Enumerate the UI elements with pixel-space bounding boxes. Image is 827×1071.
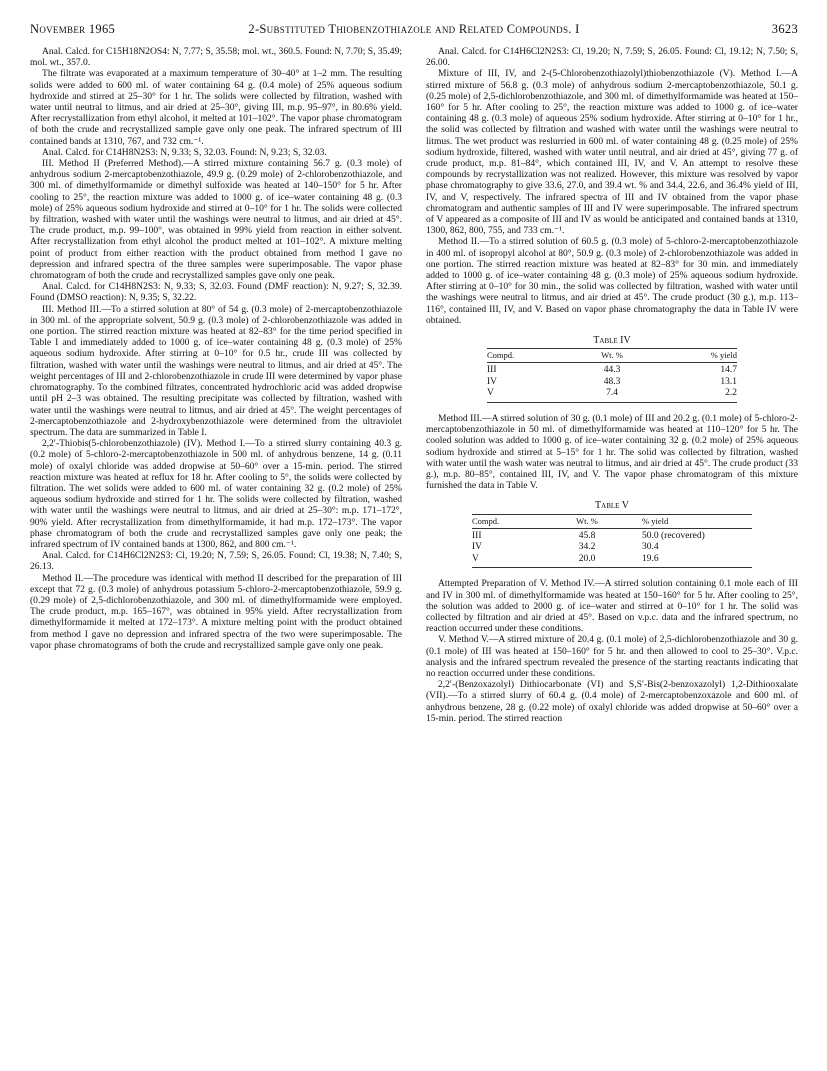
paragraph: III. Method III.—To a stirred solution at 80° of 54 g. (0.3 mole) of 2-mercaptobenzothiazole in 300 ml. of the appropriate solvent, 50.9 g. (0.3 mole) of 2-chlorobenzothiazole was added in one portion. The stirred reaction mixture was heated at 82–83° for the time period specified in Table I and immediately added to 1000 g. of ice–water containing 48 g. (0.3 mole) of 25% aqueous sodium hydroxide. After stirring at 0–10° for 0.5 hr., crude III was collected by filtration, washed with water until the washings were neutral to litmus, and air dried at 45°. The weight percentages of III and 2-chlorobenzothiazole in crude III were determined by vapor phase chromatography. To the combined filtrates, concentrated hydrochloric acid was added dropwise until pH 2–3 was obtained. The resulting precipitate was collected by filtration, washed with water until the washings were neutral to litmus, and air dried at 45°. The weight percentages of 2-mercaptobenzothiazole and 2-hydroxybenzothiazole were determined from the ultraviolet spectrum. The data are summarized in Table I. [30, 303, 402, 438]
table-row [487, 388, 737, 402]
paragraph: Method II.—The procedure was identical with method II described for the preparation of III except that 72 g. (0.3 mole) of anhydrous potassium 5-chloro-2-mercaptobenzothiazole, 59.9 g. (0.29 mole) of 2,5-dichlorobenzothiazole, and 300 ml. of dimethylformamide were employed. The crude product, m.p. 165–167°, was obtained in 95% yield. After recrystallization from dimethylformamide it melted at 172–173°. A mixture melting point with the product obtained from method I gave no depression and infrared spectra of the two were superimposable. The vapor phase chromatograms of both the crude and recrystallized sample gave only one peak. [30, 572, 402, 651]
table-header: Wt. % [577, 349, 647, 363]
table-cell: V [487, 388, 577, 402]
paragraph: Mixture of III, IV, and 2-(5-Chlorobenzothiazolyl)thiobenzothiazole (V). Method I.—A stirred mixture of 56.8 g. (0.3 mole) of anhydrous sodium 2-mercaptobenzothiazole, 50.1 g. (0.25 mole) of 2,5-dichlorobenzothiazole, and 300 ml. of dimethylformamide was heated at 150–160° for 5 hr. After cooling to 25°, the reaction mixture was added to 1000 g. of ice–water containing 48 g. (0.3 mole) of aqueous 25% sodium hydroxide. After stirring at 0–10° for 1 hr., the solid was collected by filtration and washed with water until the washings were neutral to litmus. The wet product was reslurried in 600 ml. of water containing 48 g. (0.25 mole) of 25% sodium hydroxide, filtered, washed with water until neutral, and air dried at 45°, giving 77 g. of crude product, m.p. 81–84°, which contained III, IV, and V. An attempt to resolve these compounds by recrystallization was not realized. However, this mixture was resolved by vapor phase chromatography to give 33.6, 27.0, and 39.4 wt. % and 34.4, 22.6, and 36.4% yield of III, IV, and V, respectively. The infrared spectra of III and IV obtained from the vapor phase chromatogram and authentic samples of III and IV were superimposable. The infrared spectrum of V appeared as a composite of III and IV as would be anticipated and contained bands at 1310, 1300, 862, 800, 755, and 733 cm.⁻¹. [426, 68, 798, 237]
paragraph: Method III.—A stirred solution of 30 g. (0.1 mole) of III and 20.2 g. (0.1 mole) of 5-chloro-2-mercaptobenzothiazole in 50 ml. of dimethylformamide was heated at 110–120° for 5 hr. The cooled solution was added to 1000 g. of ice–water containing 32 g. (0.2 mole) of 25% aqueous sodium hydroxide and stirred at 5–15° for 1 hr. The solid was collected by filtration, washed with water until the wash water was neutral to litmus, and air dried at 45°. The crude product (33 g.), m.p. 80–85°, contained III, IV, and V. The vapor phase chromatogram of this mixture furnished the data in Table V. [426, 412, 798, 492]
paragraph: Attempted Preparation of V. Method IV.—A stirred solution containing 0.1 mole each of III and IV in 300 ml. of dimethylformamide was heated at 150–160° for 5 hr. After cooling to 25°, the solution was added to 2000 g. of ice–water and stirred at 0–10° for 1 hr. The solid was collected by filtration and air dried at 45°. Based on v.p.c. data and the infrared spectrum, no reaction occurred under these conditions. [426, 578, 798, 635]
table-cell: III [472, 530, 482, 541]
paragraph: Anal. Calcd. for C14H6Cl2N2S3: Cl, 19.20; N, 7.59; S, 26.05. Found: Cl, 19.12; N, 7.50; S, 26.00. [426, 46, 798, 69]
table-cell: 44.3 [603, 365, 621, 376]
paragraph: Anal. Calcd. for C15H18N2OS4: N, 7.77; S, 35.58; mol. wt., 360.5. Found: N, 7.70; S, 35.49; mol. wt., 357.0. [30, 46, 402, 69]
paragraph: 2,2′-(Benzoxazolyl) Dithiocarbonate (VI) and S,S′-Bis(2-benzoxazolyl) 1,2-Dithiooxalate (VII).—To a stirred slurry of 60.4 g. (0.4 mole) of 2-mercaptobenzoxazole and 600 ml. of anhydrous benzene, 28 g. (0.22 mole) of oxalyl chloride was added dropwise at 50–60° over a 15-min. period. The stirred reaction [426, 679, 798, 724]
table-cell: 19.6 [622, 554, 752, 568]
table-row [472, 554, 752, 568]
header-title: 2-Substituted Thiobenzothiazole and Related Compounds. I [248, 22, 580, 36]
paragraph: The filtrate was evaporated at a maximum temperature of 30–40° at 1–2 mm. The resulting solids were added to 600 ml. of water containing 64 g. (0.4 mole) of 25% aqueous sodium hydroxide and stirred at 25–30° for 1 hr. The solids were collected by filtration, washed with water until neutral to litmus, and air dried at 25–30°, giving III, m.p. 95–97°, in 80.6% yield. After recrystallization from ethyl alcohol, it melted at 101–102°. The vapor phase chromatogram of both the crude and recrystallized sample gave only one peak. The infrared spectrum of III contained bands at 1310, 767, and 732 cm.⁻¹. [30, 68, 402, 147]
paragraph: Anal. Calcd. for C14H8N2S3: N, 9.33; S, 32.03. Found: N, 9.23; S, 32.03. [42, 146, 327, 158]
header-date: November 1965 [30, 22, 116, 36]
table-cell: 48.3 [603, 376, 621, 387]
table-cell: V [472, 554, 552, 568]
table-caption: Table V [595, 500, 629, 512]
table-row [472, 542, 752, 554]
paragraph: Anal. Calcd. for C14H8N2S3: N, 9.33; S, 32.03. Found (DMF reaction): N, 9.27; S, 32.39. Found (DMSO reaction): N, 9.35; S, 32.22. [30, 281, 402, 304]
paragraph: 2,2′-Thiobis(5-chlorobenzothiazole) (IV). Method I.—To a stirred slurry containing 40.3 g. (0.2 mole) of 5-chloro-2-mercaptobenzothiazole in 500 ml. of anhydrous benzene, 14 g. (0.11 mole) of oxalyl chloride was added dropwise at 50–60° over a 15-min. period. The stirred reaction mixture was heated at reflux for 18 hr. After cooling to 5°, the solids were collected by filtration. The wet solids were added to 600 ml. of water containing 32 g. (0.2 mole) of 25% aqueous sodium hydroxide and stirred for 1 hr. The solids were collected by filtration, washed with water until the washings were neutral to litmus, and air dried at 25–30°: m.p. 171–172°, 90% yield. After recrystallization from dimethylformamide, it had m.p. 172–173°. The vapor phase chromatogram of both the crude and recrystallized samples gave only one peak; the infrared spectrum of IV contained bands at 1300, 862, and 800 cm.⁻¹. [30, 438, 402, 550]
page-header [30, 22, 798, 38]
table-cell: 45.8 [578, 530, 596, 541]
paragraph: III. Method II (Preferred Method).—A stirred mixture containing 56.7 g. (0.3 mole) of anhydrous sodium 2-mercaptobenzothiazole, 49.9 g. (0.29 mole) of 2-chlorobenzothiazole, and 300 ml. of dimethylformamide or dimethyl sulfoxide was heated at 140–150° for 5 hr. After cooling to 25°, the reaction mixture was added to 1000 g. of ice–water containing 48 g. (0.3 mole) of 25% aqueous sodium hydroxide and stirred at 0–10° for 1 hr. The solids were collected by filtration, washed with water until the washings were neutral to litmus, and air dried at 45°. The crude product, m.p. 99–100°, was obtained in 99% yield from reaction in either solvent. After recrystallization from ethyl alcohol the product melted at 101–102°. A mixture melting point of product from either reaction with the product obtained from method I gave no depression and infrared spectra of the three samples were superimposable. The vapor phase chromatogram of both the crude and recrystallized samples gave only one peak. [30, 158, 402, 282]
table-cell: 30.4 [642, 542, 659, 553]
table-cell: IV [472, 542, 483, 553]
table-cell: 50.0 (recovered) [642, 530, 705, 541]
table-cell: 34.2 [578, 542, 596, 553]
table-row [487, 363, 737, 377]
table-cell: 20.0 [552, 554, 622, 568]
table-header: Wt. % [552, 514, 622, 528]
table-cell: 7.4 [577, 388, 647, 402]
table-cell: III [487, 365, 497, 376]
paragraph: Anal. Calcd. for C14H6Cl2N2S3: Cl, 19.20; N, 7.59; S, 26.05. Found: Cl, 19.38; N, 7.40; S, 26.13. [30, 550, 402, 573]
table-header: Compd. [472, 514, 552, 528]
page-number: 3623 [771, 22, 798, 36]
table-iv [426, 335, 798, 403]
table-header: % yield [647, 349, 737, 363]
table-header: % yield [622, 514, 752, 528]
paragraph: V. Method V.—A stirred mixture of 20.4 g. (0.1 mole) of 2,5-dichlorobenzothiazole and 30 g. (0.1 mole) of III was heated at 150–160° for 5 hr. and then allowed to cool to 25–30°. V.p.c. analysis and the infrared spectrum revealed the presence of the starting reactants indicating that no reaction occurred under these conditions. [426, 634, 798, 679]
table-cell: 13.1 [720, 376, 737, 387]
left-column [30, 46, 402, 651]
table-v [426, 500, 798, 568]
table-cell: 14.7 [720, 365, 737, 376]
table-cell: 2.2 [647, 388, 737, 402]
paragraph: Method II.—To a stirred solution of 60.5 g. (0.3 mole) of 5-chloro-2-mercaptobenzothiazole in 400 ml. of isopropyl alcohol at 80°, 50.9 g. (0.3 mole) of 2-chlorobenzothiazole was added in one portion. The stirred reaction mixture was heated at 82–83° for 30 min. and immediately added to 1000 g. of ice–water containing 48 g. (0.3 mole) of 25% aqueous sodium hydroxide. After stirring at 0–10° for 30 min., the solid was collected by filtration, washed with water until the washings were neutral to litmus, and air dried at 45°. The crude product (30 g.), m.p. 113–116°, contained III, IV, and V. Based on vapor phase chromatography the data in Table IV were obtained. [426, 236, 798, 326]
table-cell: IV [487, 376, 498, 387]
table-caption: Table IV [593, 335, 631, 347]
right-column [426, 46, 798, 724]
table-row [487, 377, 737, 389]
table-header: Compd. [487, 349, 577, 363]
table-row [472, 528, 752, 542]
